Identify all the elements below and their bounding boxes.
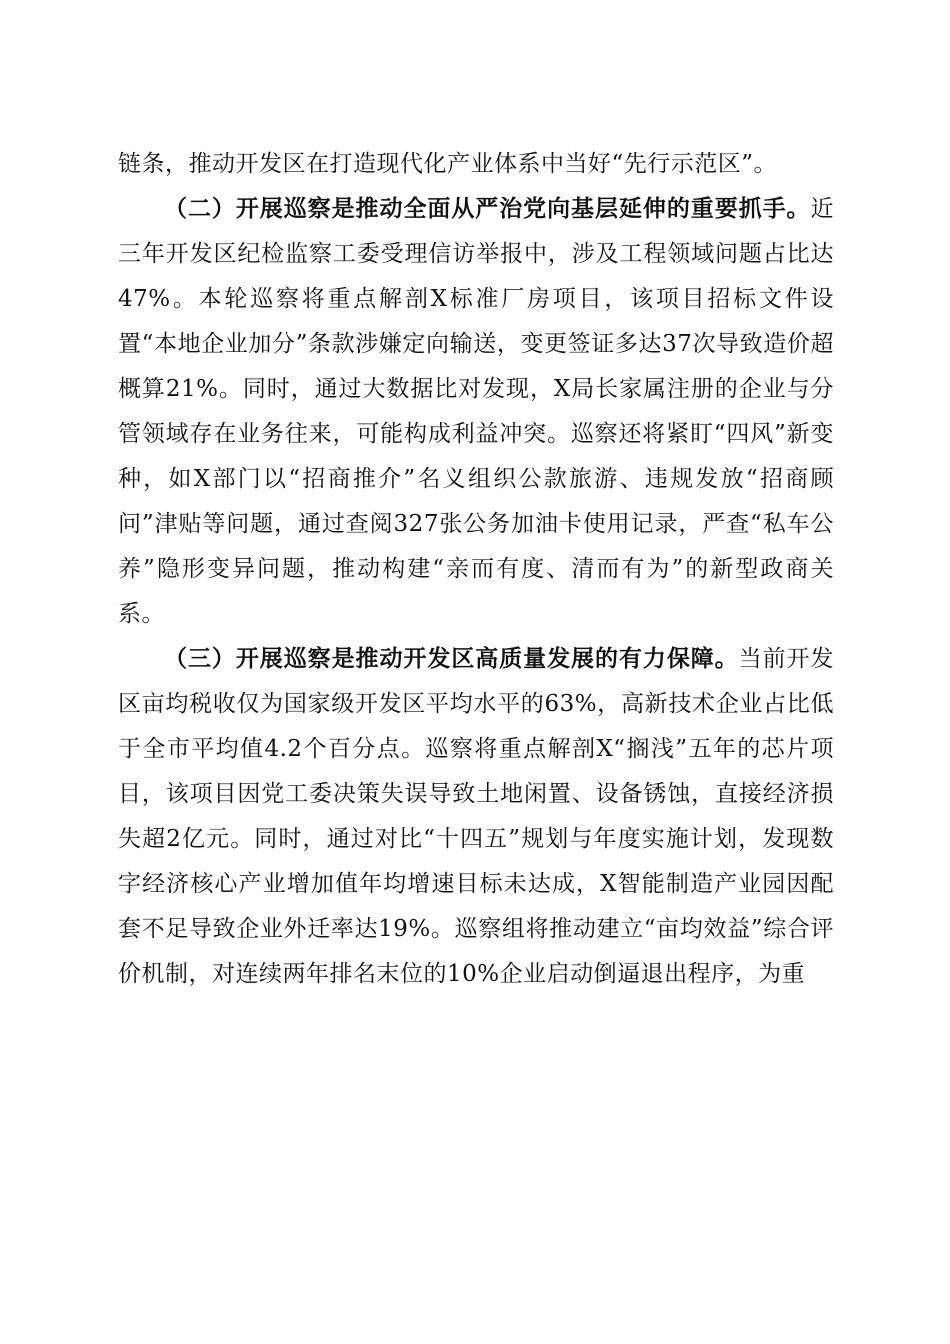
paragraph-body: 链条，推动开发区在打造现代化产业体系中当好“先行示范区”。	[118, 151, 778, 177]
paragraph-continuation	[118, 142, 834, 187]
paragraph-section-two	[118, 187, 834, 637]
section-heading: （三）开展巡察是推动开发区高质量发展的有力保障。	[164, 646, 739, 672]
paragraph-section-three	[118, 637, 834, 997]
paragraph-body: 近三年开发区纪检监察工委受理信访举报中，涉及工程领域问题占比达47%。本轮巡察将重点解剖X标准厂房项目，该项目招标文件设置“本地企业加分”条款涉嫌定向输送，变更签证多达37次导致造价超概算21%。同时，通过大数据比对发现，X局长家属注册的企业与分管领域存在业务往来，可能构成利益冲突。巡察还将紧盯“四风”新变种，如X部门以“招商推介”名义组织公款旅游、违规发放“招商顾问”津贴等问题，通过查阅327张公务加油卡使用记录，严查“私车公养”隐形变异问题，推动构建“亲而有度、清而有为”的新型政商关系。	[118, 196, 834, 627]
document-page	[118, 142, 834, 997]
section-heading: （二）开展巡察是推动全面从严治党向基层延伸的重要抓手。	[164, 196, 811, 222]
paragraph-body: 当前开发区亩均税收仅为国家级开发区平均水平的63%，高新技术企业占比低于全市平均值4.2个百分点。巡察将重点解剖X“搁浅”五年的芯片项目，该项目因党工委决策失误导致土地闲置、设备锈蚀，直接经济损失超2亿元。同时，通过对比“十四五”规划与年度实施计划，发现数字经济核心产业增加值年均增速目标未达成，X智能制造产业园因配套不足导致企业外迁率达19%。巡察组将推动建立“亩均效益”综合评价机制，对连续两年排名末位的10%企业启动倒逼退出程序，为重	[118, 646, 835, 987]
